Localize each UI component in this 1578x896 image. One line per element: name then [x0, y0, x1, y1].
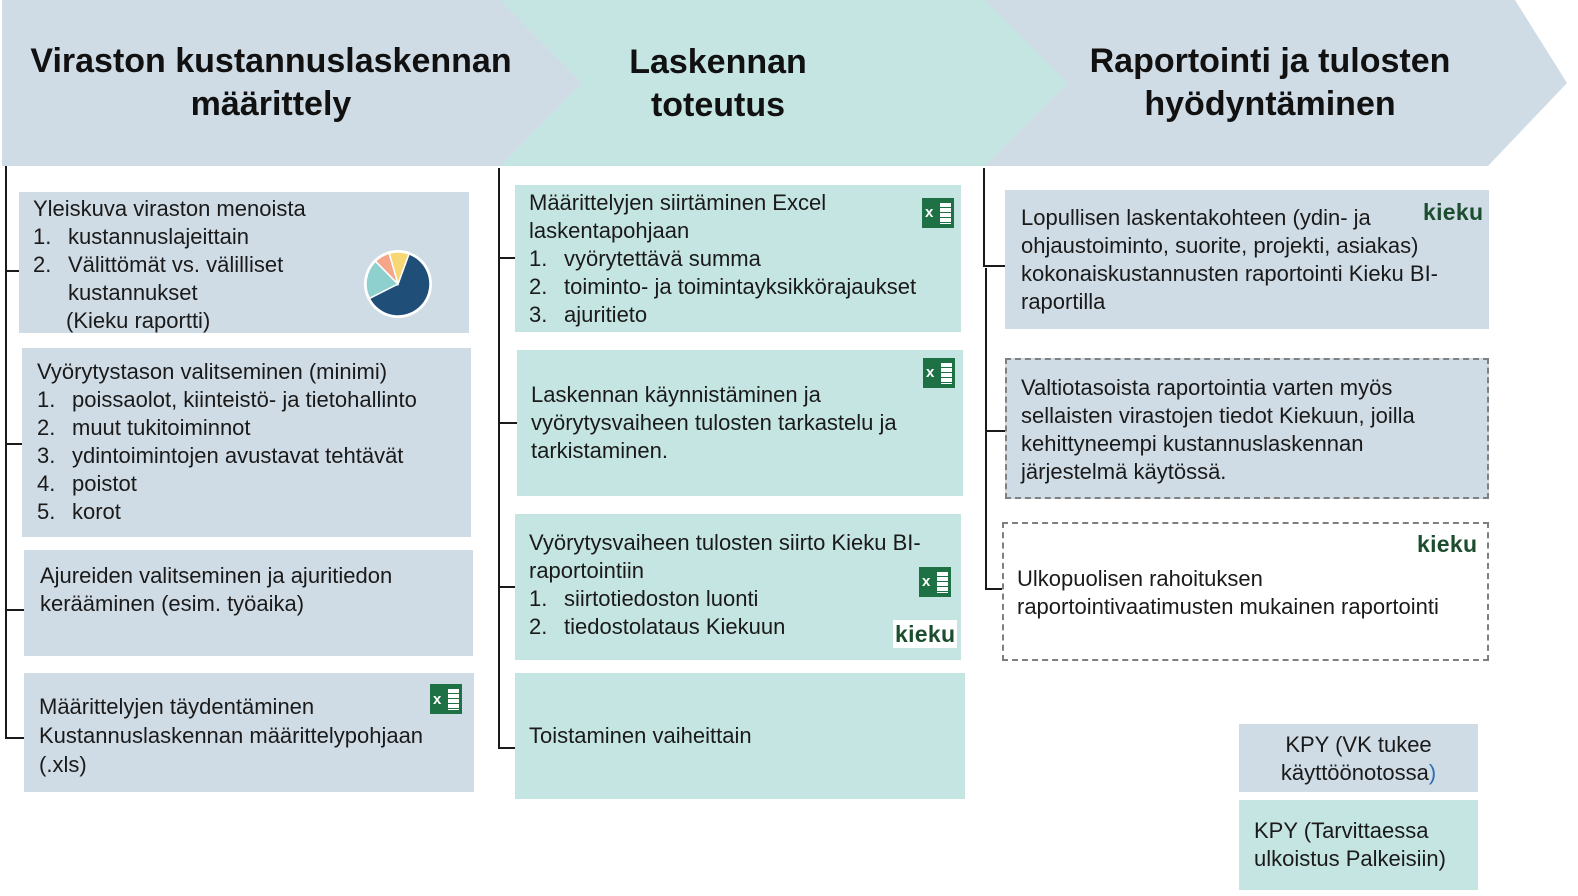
excel-icon-label: x	[925, 204, 934, 221]
item-text: poissaolot, kiinteistö- ja tietohallinto	[72, 387, 417, 412]
overview-box	[19, 192, 469, 333]
box-text: Ajureiden valitseminen ja ajuritiedon kerääminen (esim. työaika)	[40, 563, 393, 616]
header-line: toteutus	[650, 86, 786, 124]
item-text: tiedostolataus Kiekuun	[564, 614, 786, 639]
item-text: vyörytettävä summa	[564, 246, 761, 271]
calculation-start-box	[517, 350, 963, 496]
kieku-logo-icon: kieku	[895, 621, 956, 647]
item-number: 1.	[529, 246, 548, 271]
final-reporting-box	[1005, 190, 1489, 329]
box-title: Vyörytystason valitseminen (minimi)	[37, 359, 388, 384]
box-title: Yleiskuva viraston menoista	[33, 196, 306, 221]
pie-chart-icon	[363, 249, 433, 319]
item-number: 4.	[37, 471, 56, 496]
kieku-transfer-box	[515, 514, 961, 660]
item-text: ajuritieto	[564, 302, 648, 327]
state-level-reporting-box	[1005, 358, 1489, 499]
list-item	[37, 442, 471, 470]
box-text: Toistaminen vaiheittain	[529, 723, 752, 748]
box-text: Laskennan käynnistäminen ja vyörytysvaiheen tulosten tarkastelu ja tarkistaminen.	[531, 382, 897, 463]
list-item	[529, 273, 949, 301]
allocation-level-box	[22, 348, 471, 537]
item-text: kustannuslajeittain	[68, 224, 250, 249]
item-text: korot	[72, 499, 121, 524]
item-number: 5.	[37, 499, 56, 524]
connector-tick	[985, 430, 1005, 432]
header-line: Laskennan	[629, 43, 807, 81]
connector-col1	[5, 166, 7, 739]
list-item	[529, 585, 951, 613]
box-text: Valtiotasoista raportointia varten myös sellaisten virastojen tiedot Kiekuun, joilla kehittyneempi kustannuslaskennan järjestelmä käytössä.	[1021, 375, 1415, 484]
item-list	[37, 386, 471, 526]
kieku-logo-icon: kieku	[1423, 199, 1484, 225]
header-title-implementation	[598, 41, 838, 127]
excel-sheet-glyph	[939, 201, 952, 225]
connector-tick	[498, 257, 515, 259]
box-line: (.xls)	[39, 752, 87, 777]
driver-selection-box	[24, 550, 473, 656]
box-line: Kustannuslaskennan määrittelypohjaan	[39, 723, 424, 748]
connector-tick	[498, 747, 515, 749]
list-item	[37, 498, 471, 526]
item-number: 1.	[33, 224, 52, 249]
box-text: Ulkopuolisen rahoituksen raportointivaatimusten mukainen raportointi	[1017, 566, 1439, 619]
transfer-to-excel-box	[515, 185, 961, 332]
legend-item-kpy-outsourcing	[1239, 800, 1478, 890]
item-list	[529, 585, 951, 641]
item-text: siirtotiedoston luonti	[564, 586, 759, 611]
item-number: 2.	[37, 415, 56, 440]
item-number: 1.	[529, 586, 548, 611]
connector-tick	[498, 586, 515, 588]
external-funding-box	[1002, 522, 1489, 661]
connector-tick	[5, 609, 24, 611]
connector-tick	[983, 265, 1005, 267]
item-number: 1.	[37, 387, 56, 412]
list-item	[37, 386, 471, 414]
list-item	[37, 414, 471, 442]
box-title: Vyörytysvaiheen tulosten siirto Kieku BI-raportointiin	[529, 530, 921, 583]
definition-completion-box	[24, 673, 474, 792]
excel-sheet-glyph	[936, 570, 949, 594]
item-text: muut tukitoiminnot	[72, 415, 251, 440]
header-line: hyödyntäminen	[1144, 85, 1396, 123]
list-item	[529, 245, 949, 273]
connector-tick	[5, 443, 22, 445]
box-title: Määrittelyjen siirtäminen Excel laskentapohjaan	[529, 190, 827, 243]
item-number: 3.	[529, 302, 548, 327]
connector-col2	[498, 168, 500, 749]
item-list	[33, 223, 333, 307]
item-text: toiminto- ja toimintayksikkörajaukset	[564, 274, 917, 299]
repeat-box	[515, 673, 965, 799]
header-line: määrittely	[190, 85, 352, 123]
connector-tick	[498, 422, 517, 424]
header-title-definition	[10, 40, 532, 126]
item-number: 2.	[529, 274, 548, 299]
legend-text-suffix: )	[1428, 760, 1437, 785]
header-title-reporting	[1070, 40, 1470, 126]
item-text: Välittömät vs. välilliset kustannukset	[68, 252, 284, 305]
list-item	[529, 613, 951, 641]
item-number: 3.	[37, 443, 56, 468]
excel-icon-label: x	[922, 573, 931, 590]
connector-col3	[983, 168, 985, 267]
legend-text: KPY (VK tukee käyttöönotossa	[1280, 732, 1432, 785]
list-item	[37, 470, 471, 498]
excel-icon	[923, 358, 955, 388]
excel-sheet-glyph	[447, 687, 460, 711]
item-text: poistot	[72, 471, 137, 496]
excel-icon	[922, 198, 954, 228]
list-item	[33, 223, 333, 251]
list-item	[529, 301, 949, 329]
header-line: Raportointi ja tulosten	[1089, 42, 1451, 80]
excel-icon	[430, 684, 462, 714]
legend-item-kpy-support	[1239, 724, 1478, 792]
box-text: Lopullisen laskentakohteen (ydin- ja ohjaustoiminto, suorite, projekti, asiakas) kokonaiskustannusten raportointi Kieku BI-raportilla	[1021, 205, 1439, 314]
kieku-logo-icon: kieku	[1417, 531, 1478, 557]
item-text: ydintoimintojen avustavat tehtävät	[72, 443, 404, 468]
item-list	[529, 245, 949, 329]
legend-text: KPY (Tarvittaessa ulkoistus Palkeisiin)	[1254, 818, 1446, 871]
list-item	[33, 251, 333, 307]
connector-tick	[5, 270, 19, 272]
box-note: (Kieku raportti)	[66, 308, 211, 333]
excel-icon	[919, 567, 951, 597]
item-number: 2.	[33, 252, 52, 277]
excel-sheet-glyph	[940, 361, 953, 385]
connector-col3b	[985, 268, 987, 590]
excel-icon-label: x	[433, 690, 442, 708]
header-line: Viraston kustannuslaskennan	[30, 42, 512, 80]
item-number: 2.	[529, 614, 548, 639]
connector-tick	[985, 588, 1002, 590]
connector-tick	[5, 737, 24, 739]
excel-icon-label: x	[926, 364, 935, 381]
box-line: Määrittelyjen täydentäminen	[39, 694, 315, 719]
